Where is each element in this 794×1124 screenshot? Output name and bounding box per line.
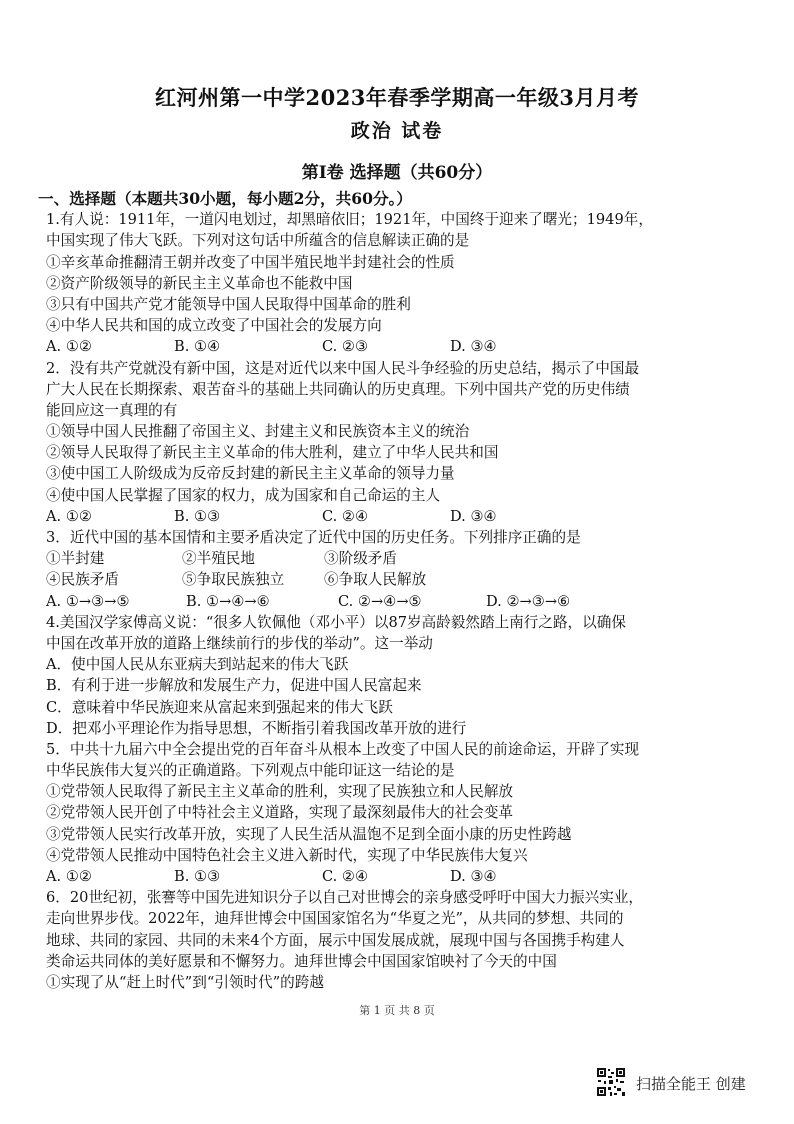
option-d: D. ③④ [450, 507, 497, 525]
question-2-item: ③使中国工人阶级成为反帝反封建的新民主主义革命的领导力量 [46, 465, 455, 483]
option-d: D. ③④ [450, 868, 497, 885]
question-6-stem: 地球、共同的家园、共同的未来4个方面，展示中国发展成就，展现中国与各国携手构建人 [46, 931, 625, 949]
question-4-option: C．意味着中华民族迎来从富起来到强起来的伟大飞跃 [46, 698, 393, 716]
option-d: D. ③④ [450, 338, 497, 356]
question-2-item: ④使中国人民掌握了国家的权力，成为国家和自己命运的主人 [46, 486, 441, 504]
option-a: A. ①→③→⑤ [46, 592, 130, 610]
q3-item: ⑥争取人民解放 [324, 571, 427, 589]
question-6-stem: 6．20世纪初，张謇等中国先进知识分子以自己对世博会的亲身感受呼吁中国大力振兴实业， [46, 889, 644, 907]
question-3-options [46, 591, 756, 612]
option-b: B. ①④ [174, 338, 221, 356]
question-3-items [46, 569, 756, 590]
question-1-stem: 1.有人说：1911年，一道闪电划过，却黑暗依旧；1921年，中国终于迎来了曙光；1949年， [46, 211, 653, 229]
option-c: C. ②③ [322, 338, 369, 356]
option-c: C. ②→④→⑤ [338, 592, 422, 610]
question-5-stem: 中华民族伟大复兴的正确道路。下列观点中能印证这一结论的是 [46, 762, 455, 780]
question-2-item: ①领导中国人民推翻了帝国主义、封建主义和民族资本主义的统治 [46, 423, 470, 441]
question-2-stem: 广大人民在长期探索、艰苦奋斗的基础上共同确认的历史真理。下列中国共产党的历史伟绩 [46, 380, 630, 398]
scanner-watermark: 扫描全能王 创建 [636, 1075, 746, 1093]
exam-body [38, 188, 756, 993]
page-footer: 第 1 页 共 8 页 [359, 1004, 435, 1017]
question-2-options [46, 506, 756, 527]
question-2-item: ②领导人民取得了新民主主义革命的伟大胜利，建立了中华人民共和国 [46, 444, 499, 462]
option-a: A. ①② [46, 338, 92, 356]
question-4-option: B．有利于进一步解放和发展生产力，促进中国人民富起来 [46, 677, 422, 695]
q3-item: ②半殖民地 [182, 550, 255, 568]
question-3-stem: 3．近代中国的基本国情和主要矛盾决定了近代中国的历史任务。下列排序正确的是 [46, 529, 581, 546]
question-5-options [46, 866, 756, 887]
question-4-stem: 4.美国汉学家傅高义说：“很多人钦佩他（邓小平）以87岁高龄毅然踏上南行之路，以确保 [46, 613, 626, 631]
option-b: B. ①→④→⑥ [186, 592, 270, 610]
question-6-stem: 走向世界步伐。2022年，迪拜世博会中国国家馆名为“华夏之光”，从共同的梦想、共同的 [46, 910, 624, 928]
q3-item: ④民族矛盾 [46, 571, 119, 589]
qr-code-icon [596, 1067, 626, 1097]
question-5-stem: 5．中共十九届六中全会提出党的百年奋斗从根本上改变了中国人民的前途命运，开辟了实现 [46, 740, 640, 758]
question-1-item: ④中华人民共和国的成立改变了中国社会的发展方向 [46, 317, 382, 335]
option-d: D. ②→③→⑥ [486, 592, 571, 610]
option-c: C. ②④ [322, 507, 369, 525]
q3-item: ⑤争取民族独立 [182, 571, 285, 589]
question-6-item: ①实现了从“赶上时代”到“引领时代”的跨越 [46, 973, 324, 991]
question-5-item: ①党带领人民取得了新民主主义革命的胜利，实现了民族独立和人民解放 [46, 783, 514, 801]
question-2-stem: 2．没有共产党就没有新中国，这是对近代以来中国人民斗争经验的历史总结，揭示了中国最 [46, 359, 640, 377]
option-b: B. ①③ [174, 507, 221, 525]
question-1-item: ①辛亥革命推翻清王朝并改变了中国半殖民地半封建社会的性质 [46, 253, 455, 271]
section-heading: 一、选择题（本题共30小题，每小题2分，共60分。） [38, 189, 412, 208]
q3-item: ①半封建 [46, 550, 105, 568]
option-a: A. ①② [46, 507, 92, 525]
question-1-item: ②资产阶级领导的新民主主义革命也不能救中国 [46, 274, 353, 292]
option-b: B. ①③ [174, 868, 221, 885]
question-4-option: A．使中国人民从东亚病夫到站起来的伟大飞跃 [46, 656, 349, 674]
question-6-stem: 类命运共同体的美好愿景和不懈努力。迪拜世博会中国国家馆映衬了今天的中国 [46, 952, 557, 970]
question-1-item: ③只有中国共产党才能领导中国人民取得中国革命的胜利 [46, 295, 411, 313]
option-a: A. ①② [46, 868, 92, 885]
question-5-item: ②党带领人民开创了中特社会主义道路，实现了最深刻最伟大的社会变革 [46, 804, 514, 822]
question-1-stem: 中国实现了伟大飞跃。下列对这句话中所蕴含的信息解读正确的是 [46, 232, 470, 250]
question-4-stem: 中国在改革开放的道路上继续前行的步伐的举动”。这一举动 [46, 634, 433, 652]
part-heading: 第Ⅰ卷 选择题（共60分） [301, 163, 493, 183]
option-c: C. ②④ [322, 868, 369, 885]
exam-subject: 政治 试卷 [350, 120, 444, 142]
exam-title: 红河州第一中学2023年春季学期高一年级3月月考 [154, 85, 640, 110]
question-2-stem: 能回应这一真理的有 [46, 401, 178, 419]
question-5-item: ④党带领人民推动中国特色社会主义进入新时代，实现了中华民族伟大复兴 [46, 846, 528, 864]
question-3-items [46, 548, 756, 569]
question-5-item: ③党带领人民实行改革开放，实现了人民生活从温饱不足到全面小康的历史性跨越 [46, 825, 572, 843]
question-1-options [46, 336, 756, 357]
question-4-option: D．把邓小平理论作为指导思想，不断指引着我国改革开放的进行 [46, 719, 467, 737]
q3-item: ③阶级矛盾 [324, 550, 397, 568]
